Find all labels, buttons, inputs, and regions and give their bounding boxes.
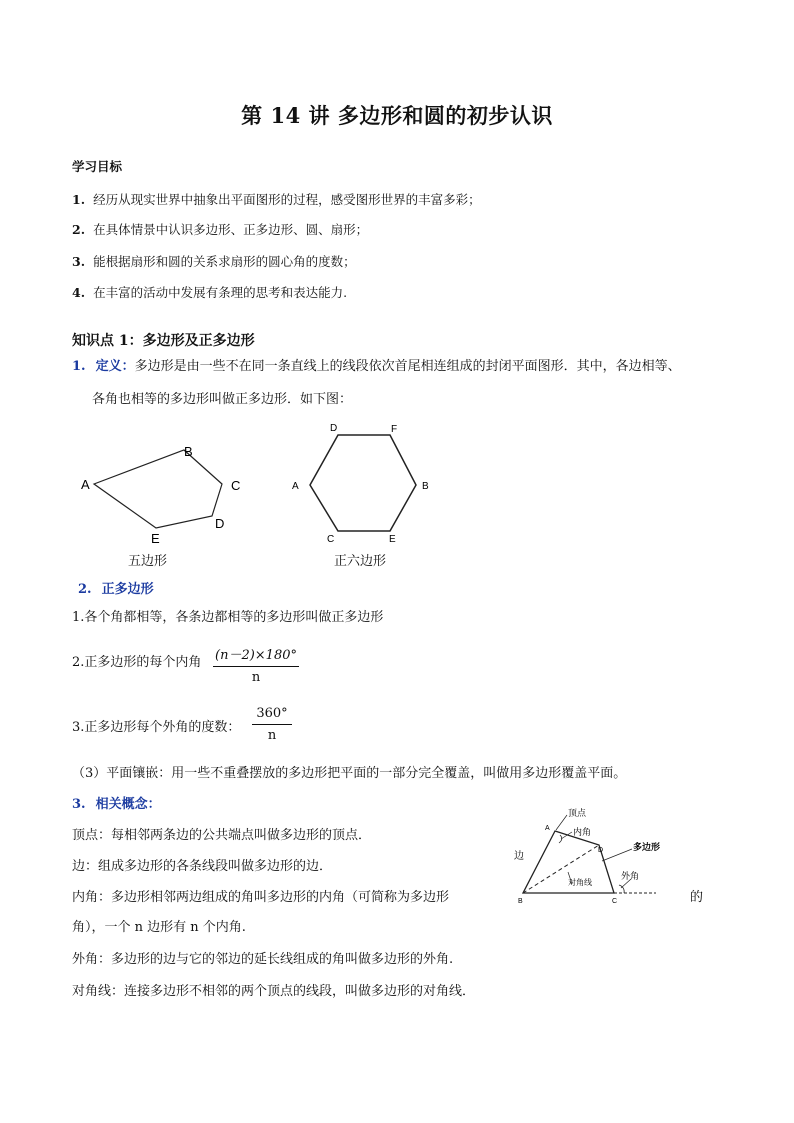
pentagon-label-a: A	[81, 477, 90, 492]
section3-num: 3.	[72, 797, 86, 812]
diagram-polygon-label: 多边形	[633, 842, 661, 852]
pentagon-shape	[94, 450, 222, 528]
hexagon-label-c: C	[327, 534, 335, 545]
section1-heading: 知识点 1：多边形及正多边形	[72, 333, 255, 349]
objective-num: 1.	[72, 192, 86, 207]
interior-angle-fraction	[213, 644, 299, 685]
exterior-numerator: 360°	[256, 706, 288, 721]
section2-num: 2.	[78, 582, 92, 597]
definition-line-1	[72, 357, 681, 377]
exterior-angle-text: 3.正多边形每个外角的度数：	[72, 720, 241, 735]
regular-polygon-def: 1.各个角都相等，各条边都相等的多边形叫做正多边形	[72, 610, 384, 625]
diagram-point-a: A	[545, 825, 550, 832]
objective-num: 4.	[72, 285, 86, 300]
interior-definition-2: 角），一个 n 边形有 n 个内角.	[72, 920, 246, 935]
polygon-pointer	[602, 849, 632, 861]
hexagon-label-b: B	[422, 481, 429, 492]
hexagon-shape	[310, 435, 416, 531]
definition-line-2: 各角也相等的多边形叫做正多边形．如下图：	[92, 392, 353, 407]
section3-title: 相关概念：	[95, 797, 161, 812]
tiling-text: （3）平面镶嵌：用一些不重叠摆放的多边形把平面的一部分完全覆盖，叫做用多边形覆盖平面。	[72, 766, 627, 781]
objective-num: 2.	[72, 222, 86, 237]
interior-definition-tail: 的	[690, 890, 704, 905]
interior-angle-text: 2.正多边形的每个内角	[72, 655, 202, 670]
objective-item-4	[72, 283, 347, 301]
objective-text: 能根据扇形和圆的关系求扇形的圆心角的度数；	[93, 254, 356, 269]
page-title: 第 14 讲 多边形和圆的初步认识	[241, 103, 553, 128]
pentagon-label-d: D	[215, 516, 225, 531]
diagram-point-c: C	[612, 898, 618, 905]
exterior-definition: 外角：多边形的边与它的邻边的延长线组成的角叫做多边形的外角.	[72, 952, 454, 967]
fraction-bar	[213, 666, 299, 667]
objective-item-2	[72, 220, 368, 238]
objective-item-1	[72, 190, 481, 208]
edge-definition: 边：组成多边形的各条线段叫做多边形的边．	[72, 859, 333, 874]
diagram-interior-label: 内角	[573, 827, 592, 837]
diagram-point-b: B	[518, 898, 523, 905]
vertex-definition: 顶点：每相邻两条边的公共端点叫做多边形的顶点．	[72, 828, 372, 843]
fraction-bar	[252, 724, 292, 725]
diagram-exterior-label: 外角	[621, 871, 640, 881]
definition-num: 1.	[72, 359, 86, 374]
diagram-vertex-label: 顶点	[568, 808, 587, 818]
hexagon-label-d: D	[330, 423, 338, 434]
interior-definition-1: 内角：多边形相邻两边组成的角叫多边形的内角（可简称为多边形	[72, 890, 450, 905]
hexagon-label-a: A	[292, 481, 299, 492]
interior-numerator: (n－2)×180°	[215, 648, 297, 663]
definition-text-1: 多边形是由一些不在同一条直线上的线段依次首尾相连组成的封闭平面图形．其中，各边相等、	[134, 359, 681, 374]
hexagon-caption: 正六边形	[334, 554, 387, 569]
exterior-denominator: n	[267, 728, 277, 743]
diagram-diagonal-label: 对角线	[568, 878, 592, 887]
pentagon-label-c: C	[231, 478, 241, 493]
section2-title: 正多边形	[101, 582, 154, 597]
objective-text: 在具体情景中认识多边形、正多边形、圆、扇形；	[93, 222, 369, 237]
diagram-point-d: D	[598, 847, 604, 854]
pentagon-label-e: E	[151, 531, 160, 546]
polygon-concept-diagram	[508, 805, 698, 910]
section3-heading	[72, 795, 161, 815]
definition-label: 定义：	[95, 359, 135, 374]
hexagon-label-f: F	[391, 424, 398, 435]
pentagon-caption: 五边形	[128, 554, 168, 569]
interior-denominator: n	[251, 670, 261, 685]
objective-text: 经历从现实世界中抽象出平面图形的过程，感受图形世界的丰富多彩；	[93, 192, 481, 207]
diagram-edge-label: 边	[514, 851, 524, 862]
pentagon-label-b: B	[184, 444, 193, 459]
vertex-pointer	[556, 815, 567, 830]
section2-heading	[78, 580, 154, 600]
objective-item-3	[72, 252, 356, 270]
objective-num: 3.	[72, 254, 86, 269]
hexagon-figure	[286, 418, 436, 548]
objectives-heading: 学习目标	[72, 159, 123, 174]
diagonal-definition: 对角线：连接多边形不相邻的两个顶点的线段，叫做多边形的对角线．	[72, 984, 476, 999]
exterior-angle-fraction	[252, 706, 292, 743]
hexagon-label-e: E	[389, 534, 396, 545]
objective-text: 在丰富的活动中发展有条理的思考和表达能力.	[93, 285, 348, 300]
